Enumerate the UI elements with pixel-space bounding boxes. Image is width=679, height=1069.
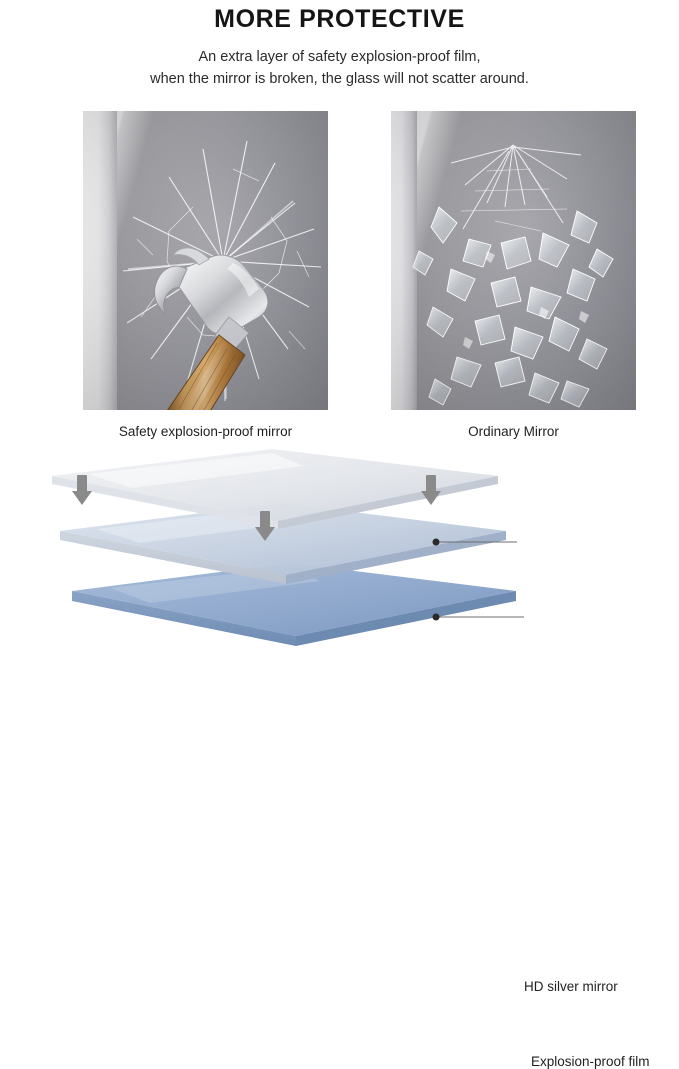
safety-mirror-caption: Safety explosion-proof mirror — [118, 424, 293, 439]
subtitle-line-1: An extra layer of safety explosion-proof film, — [198, 49, 481, 65]
layer-diagram — [0, 441, 679, 1069]
header — [0, 0, 679, 90]
layer-diagram-graphic — [0, 441, 679, 681]
ordinary-mirror-image — [391, 111, 636, 410]
leader-dot-hd-mirror — [433, 539, 440, 546]
safety-image-vignette — [83, 111, 328, 410]
page-title: MORE PROTECTIVE — [214, 5, 465, 33]
safety-mirror-image — [83, 111, 328, 410]
panel-ordinary-mirror — [391, 111, 636, 439]
leader-dot-film — [433, 614, 440, 621]
panel-safety-mirror — [83, 111, 328, 439]
ordinary-mirror-caption: Ordinary Mirror — [468, 424, 559, 439]
label-explosion-proof-film: Explosion-proof film — [531, 1054, 650, 1069]
subtitle-line-2: when the mirror is broken, the glass will not scatter around. — [150, 71, 529, 87]
page-subtitle — [0, 46, 679, 90]
ordinary-image-vignette — [391, 111, 636, 410]
label-hd-silver-mirror: HD silver mirror — [524, 979, 618, 994]
comparison-panels — [0, 111, 679, 441]
